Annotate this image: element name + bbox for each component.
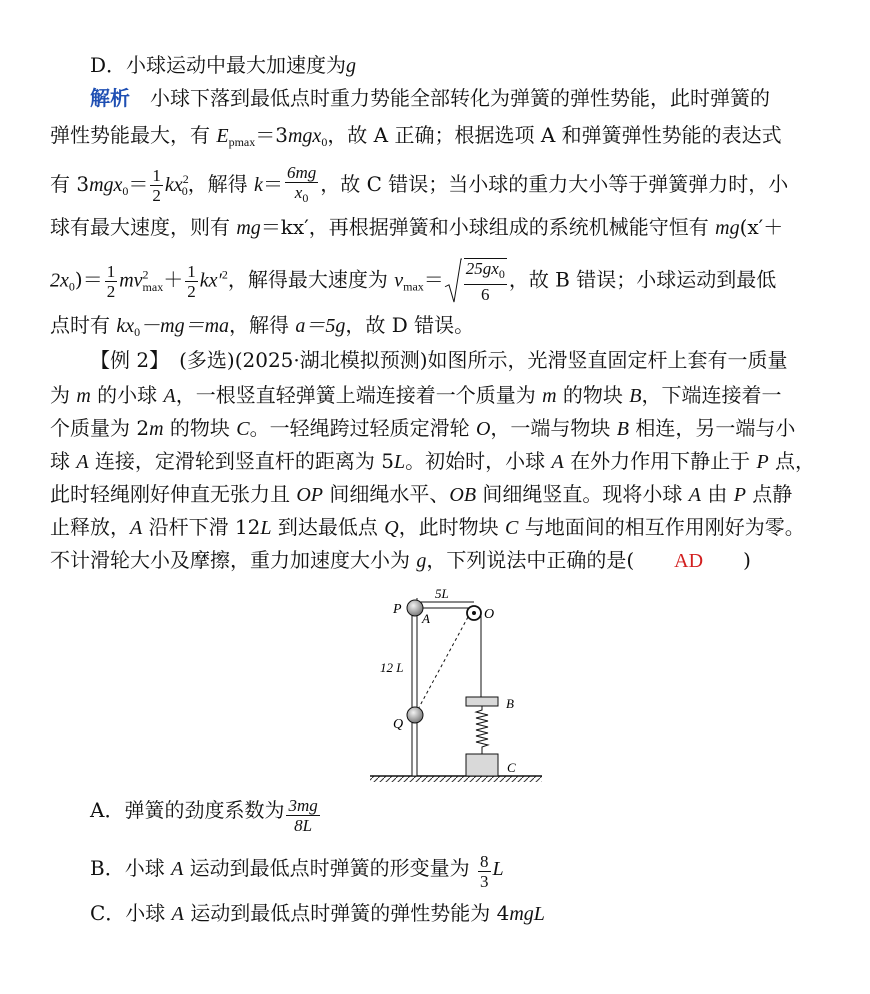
label-12L: 12 L (380, 660, 404, 675)
option-a-line: A．弹簧的劲度系数为 $\frac{3mg}{8L}$ (90, 796, 318, 835)
example-line-2: 为 m 的小球 A，一根竖直轻弹簧上端连接着一个质量为 m 的物块 B，下端连接着一 (50, 383, 782, 407)
ground-hatch (370, 776, 542, 782)
block-C (466, 754, 498, 776)
example-line-4: 球 A 连接，定滑轮到竖直杆的距离为 5L。初始时，小球 A 在外力作用下静止于 P 点， (50, 449, 816, 473)
example-line-1: 【例 2】 (多选)(2025·湖北模拟预测)如图所示，光滑竖直固定杆上套有一质量 (90, 348, 788, 372)
ball-P (407, 600, 423, 616)
ball-Q (407, 707, 423, 723)
physics-figure (360, 580, 560, 790)
label-C: C (507, 760, 516, 775)
option-d-line: D．小球运动中最大加速度为g (90, 53, 357, 77)
solution-line-6: 点时有 $kx_0-mg=ma$，解得 a＝5g，故 D 错误。 (50, 313, 475, 339)
label-P: P (393, 602, 402, 617)
label-A: A (422, 611, 430, 626)
label-B: B (506, 696, 514, 711)
sqrt-expression: $\frac{25gx_0}{6}$ (444, 258, 509, 304)
rope-OQ-dashed (416, 617, 468, 713)
solution-tag: 解析 (90, 86, 130, 110)
solution-line-1: 解析 小球下落到最低点时重力势能全部转化为弹簧的弹性势能，此时弹簧的 (90, 86, 770, 110)
vertical-rod (412, 606, 417, 776)
label-O: O (484, 607, 495, 622)
solution-line-3: 有 3mgx$_0$＝ $\frac{1}{2}$ $kx^2_0$，解得 k＝ $\frac{6mg}{x_0}$ ，故 C 错误；当小球的重力大小等于弹簧弹力时，小 (50, 163, 788, 208)
block-B (466, 697, 498, 706)
label-Q: Q (393, 717, 404, 732)
option-c-line: C．小球 A 运动到最低点时弹簧的弹性势能为 4mgL (90, 901, 545, 925)
example-tag: 【例 2】 (90, 348, 160, 372)
example-line-5: 此时轻绳刚好伸直无张力且 OP 间细绳水平、OB 间细绳竖直。现将小球 A 由 P 点静 (50, 482, 793, 506)
answer-text: AD (674, 550, 704, 572)
label-5L: 5L (435, 586, 449, 601)
option-b-line: B．小球 A 运动到最低点时弹簧的形变量为 $\frac{8}{3}$ L (90, 852, 504, 891)
solution-line-5: $2x_0)=$ $\frac{1}{2}$ $mv^2_{max}+$ $\frac{1}{2}$ $kx'^2$，解得最大速度为 $v_{max}=$ $\frac{25gx_0}{6}$ ，故 B 错误；小球运动到最低 (50, 259, 777, 304)
example-line-7: 不计滑轮大小及摩擦，重力加速度大小为 g，下列说法中正确的是( AD ) (50, 548, 751, 572)
solution-line-4: 球有最大速度，则有 mg＝kx′，再根据弹簧和小球组成的系统机械能守恒有 mg(x′＋ (50, 215, 784, 239)
solution-line-2: 弹性势能最大，有 $E_{pmax}=3mgx_0$，故 A 正确；根据选项 A 和弹簧弹性势能的表达式 (50, 123, 782, 149)
spring (476, 706, 488, 754)
example-line-6: 止释放，A 沿杆下滑 12L 到达最低点 Q，此时物块 C 与地面间的相互作用刚好为零。 (50, 515, 805, 539)
example-line-3: 个质量为 2m 的物块 C。一轻绳跨过轻质定滑轮 O，一端与物块 B 相连，另一端与小 (50, 416, 796, 440)
